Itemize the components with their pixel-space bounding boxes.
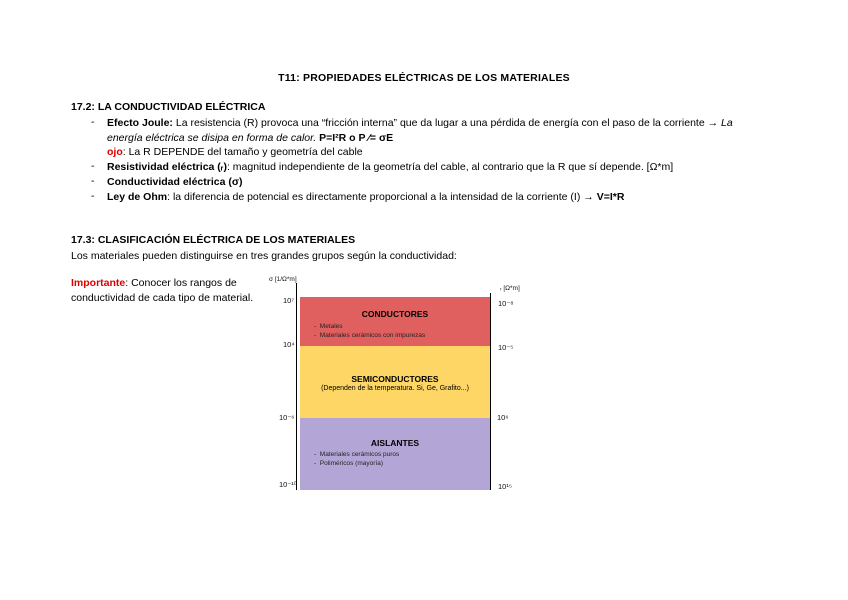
joule-italic-2: energía eléctrica se disipa en forma de calor. <box>107 132 317 144</box>
bullet-dash: - <box>91 175 95 187</box>
band-conductores-title: CONDUCTORES <box>361 309 429 319</box>
section-heading-classification: 17.3: CLASIFICACIÓN ELÉCTRICA DE LOS MATERIALES <box>71 234 356 246</box>
left-tick-1: 10⁷ <box>283 296 295 305</box>
list-item: - Poliméricos (mayoría) <box>314 460 383 467</box>
joule-italic-1: La <box>721 117 733 129</box>
band-aislantes-title: AISLANTES <box>370 438 420 448</box>
bullet-dash: - <box>91 116 95 128</box>
joule-term: Efecto Joule: <box>107 117 173 129</box>
right-tick-1: 10⁻⁸ <box>498 299 514 308</box>
ohm-term: Ley de Ohm <box>107 191 168 203</box>
joule-text: La resistencia (R) provoca una “fricción interna” que da lugar a una pérdida de energía con el paso de la corriente → <box>172 117 722 129</box>
page-title: T11: PROPIEDADES ELÉCTRICAS DE LOS MATERIALES <box>278 72 570 84</box>
conductivity-term: Conductividad eléctrica (σ) <box>107 176 243 188</box>
right-axis-line <box>490 293 491 490</box>
classification-intro: Los materiales pueden distinguirse en tres grandes grupos según la conductividad: <box>71 250 457 262</box>
band-aislantes-list <box>314 450 399 468</box>
resistivity-term: Resistividad eléctrica (ᵣ) <box>107 161 227 173</box>
important-label: Importante <box>71 277 126 289</box>
right-tick-2: 10⁻⁵ <box>498 343 514 352</box>
left-tick-3: 10⁻⁶ <box>279 413 295 422</box>
section-heading-conductivity: 17.2: LA CONDUCTIVIDAD ELÉCTRICA <box>71 101 266 113</box>
right-tick-3: 10⁶ <box>497 413 509 422</box>
left-axis-label: σ [1/Ω*m] <box>269 276 297 283</box>
list-item: - Metales <box>314 323 343 330</box>
band-semiconductores <box>300 346 490 418</box>
left-axis-line <box>296 283 297 490</box>
left-tick-2: 10⁴ <box>283 340 295 349</box>
band-semiconductores-subtitle: (Dependen de la temperatura. Si, Ge, Grafito...) <box>321 385 469 392</box>
band-semiconductores-title: SEMICONDUCTORES <box>351 374 439 384</box>
band-aislantes <box>300 418 490 490</box>
list-item: - Materiales cerámicos puros <box>314 451 400 458</box>
important-note <box>71 276 261 306</box>
band-conductores-list <box>314 322 425 340</box>
ohm-text: : la diferencia de potencial es directamente proporcional a la intensidad de la corriente (I) → <box>167 191 597 203</box>
ojo-label: ojo <box>107 146 123 158</box>
left-tick-4: 10⁻¹⁰ <box>279 480 297 489</box>
joule-formula: P=I²R o P ⁄= σE <box>319 132 394 144</box>
resistivity-text: : magnitud independiente de la geometría del cable, al contrario que la R que sí depende. [Ω*m] <box>226 161 674 173</box>
right-tick-4: 10¹⁵ <box>498 482 512 491</box>
important-text: : Conocer los rangos de conductividad de cada tipo de material. <box>71 277 254 304</box>
bullet-dash: - <box>91 160 95 172</box>
right-axis-label: ᵣ [Ω*m] <box>500 285 520 292</box>
list-item: - Materiales cerámicos con impurezas <box>314 332 426 339</box>
bullet-dash: - <box>91 190 95 202</box>
band-conductores <box>300 297 490 346</box>
ojo-text: : La R DEPENDE del tamaño y geometría del cable <box>122 146 363 158</box>
ohm-formula: V=I*R <box>596 191 625 203</box>
